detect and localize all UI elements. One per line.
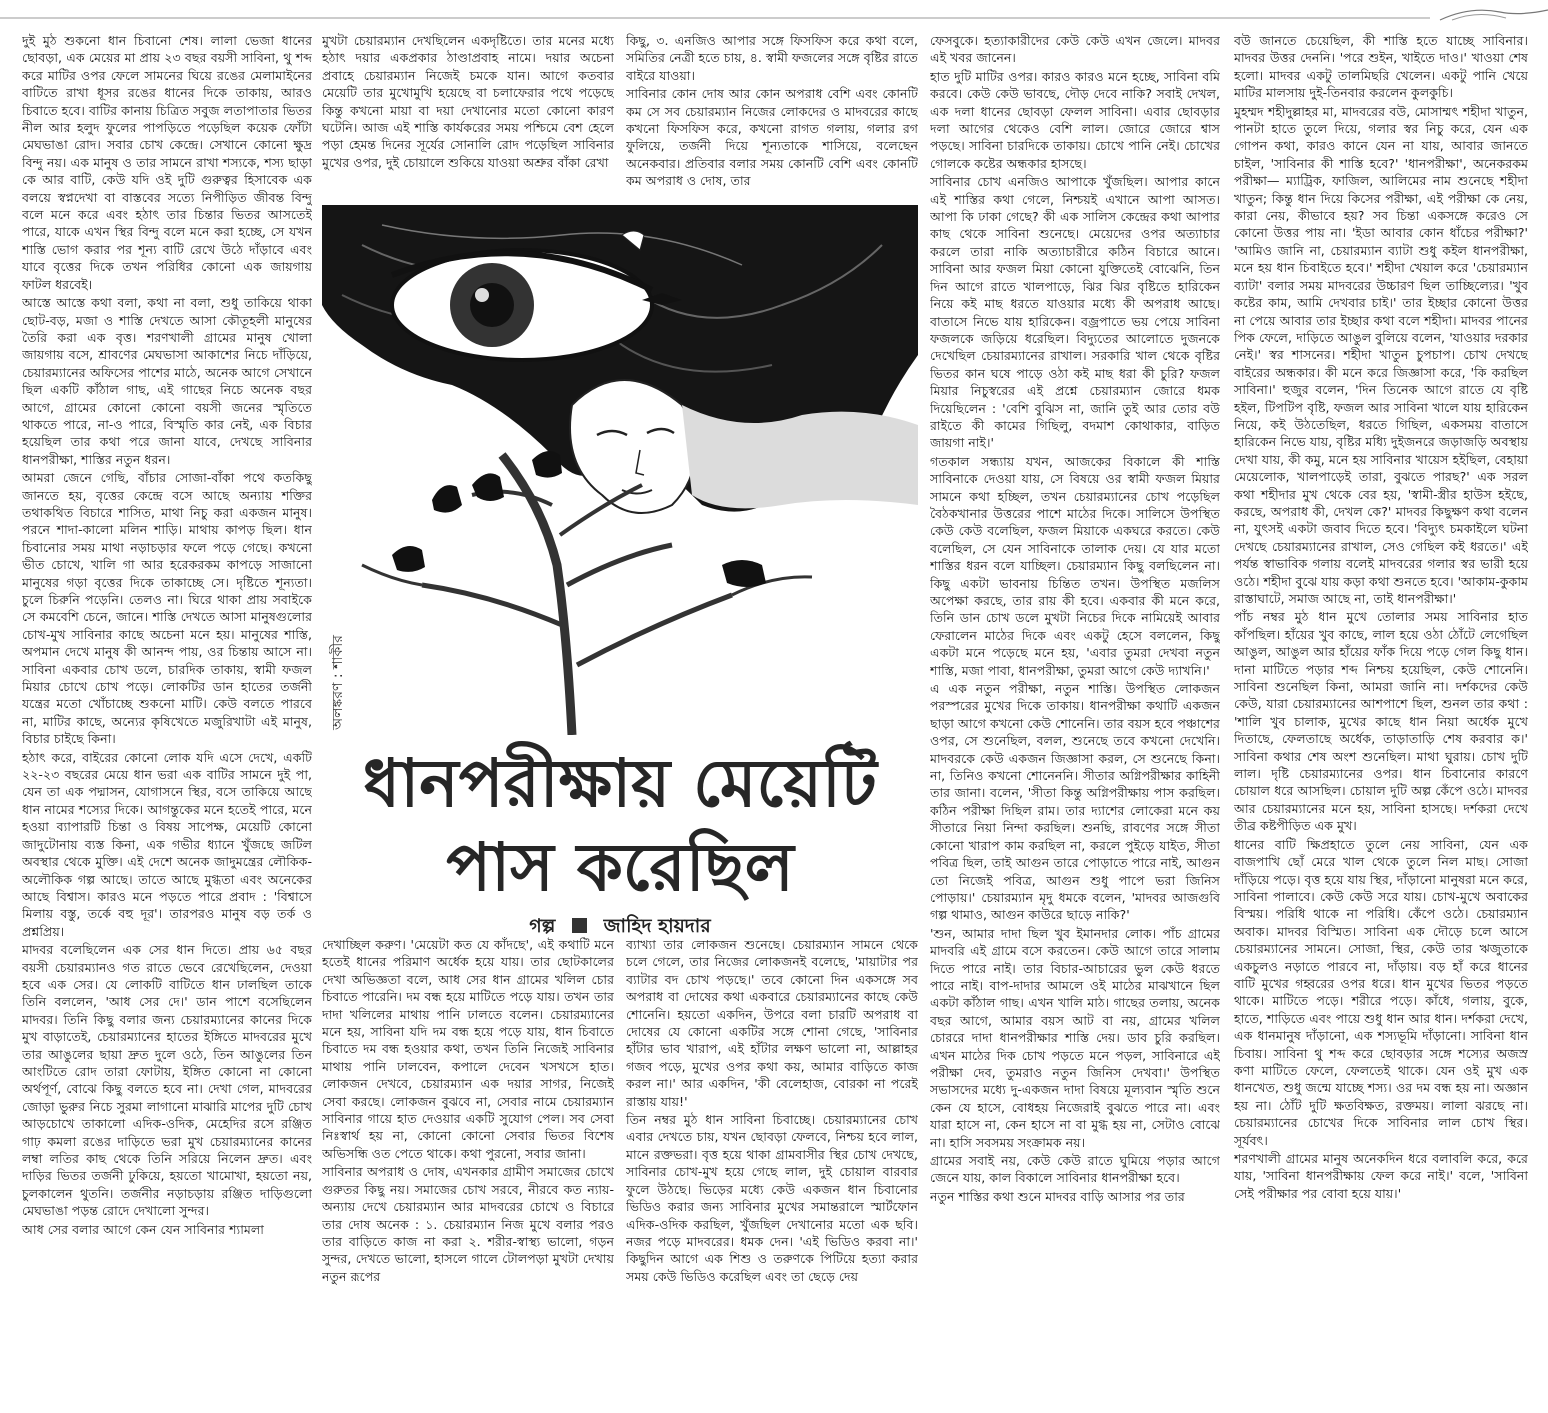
article-title-line-1: ধানপরীক্ষায় মেয়েটি xyxy=(363,745,877,822)
paragraph: হাত দুটি মাটির ওপর। কারও কারও মনে হচ্ছে, সাবিনা বমি করবে। কেউ কেউ ভাবছে, দৌড় দেবে নাকি? সবাই দেখল, এক দলা ধানের ছোবড়া ফেলল সাবিনা। এবার ছোবড়ার দলা আগের থেকেও বেশি লাল। জোরে জোরে শ্বাস পড়ছে। সাবিনা চারদিকে তাকায়। চোখে পানি নেই। চোখের গোলকে কষ্টের অন্ধকার হাসছে। xyxy=(930,68,1220,171)
paragraph: মুহম্মদ শহীদুল্লাহর মা, মাদবরের বউ, মোসাম্মৎ শহীদা খাতুন, পানটা হাতে তুলে দিয়ে, গলার স্বর নিচু করে, যেন এক গোপন কথা, কারও কানে যেন না যায়, আবার জানতে চাইল, 'সাবিনার কী শাস্তি হবে?' 'ধানপরীক্ষা', অনেকরকম পরীক্ষা— ম্যাট্রিক, ফাজিল, আলিমের নাম শুনেছে শহীদা খাতুন; কিন্তু ধান দিয়ে কিসের পরীক্ষা, এই পরীক্ষা কে নেয়, কারা নেয়, কীভাবে হয়? সব চিন্তা একসঙ্গে করেও সে কোনো উত্তর পায় না। 'ইডা আবার কোন ধাঁচের পরীক্ষা?' 'আমিও জানি না, চেয়ারম্যান ব্যাটা শুধু কইল ধানপরীক্ষা, মনে হয় ধান চিবাইতে হবে।' শহীদা খেয়াল করে 'চেয়ারম্যান ব্যাটা' বলার সময় মাদবরের উচ্চারণ ছিল তাচ্ছিল্যের। 'খুব কষ্টের কাম, আমি দেখবার চাই।' তার ইচ্ছার কোনো উত্তর না পেয়ে আবার তার ইচ্ছার কথা বলে শহীদা। মাদবর পানের পিক ফেলে, দাড়িতে আঙুল বুলিয়ে বলেন, 'যাওয়ার দরকার নেই।' স্বর শাসনের। শহীদা খাতুন চুপচাপ। চোখ দেখছে বাইরের অন্ধকার। কী মনে করে জিজ্ঞাসা করে, 'কি করছিল সাবিনা।' হুজুর বলেন, 'দিন তিনেক আগে রাতে যে বৃষ্টি হইল, টিপটিপ বৃষ্টি, ফজল আর সাবিনা খালে যায় হারিকেন নিয়ে, কই উঠতেছিল, ধরতে গিছিল, একসময় বাতাসে হারিকেন নিভে যায়, বৃষ্টির মধ্যি দুইজনরে জড়াজড়ি অবস্থায় দেখা যায়, কী কমু, মনে হয় সাবিনার খায়েস হইছিল, বেহায়া মেয়েলোক, খালপাড়েই তারা, বুঝতে পারছ?' এক সরল কথা শহীদার মুখ থেকে বের হয়, 'স্বামী-স্ত্রীর হাউস হইছে, করছে, অপরাধ কী, দেখল কে?' মাদবর কিছুক্ষণ কথা বলেন না, যুৎসই একটা জবাব দিতে হবে। 'বিদ্যুৎ চমকাইলে ঘটনা দেখছে চেয়ারম্যানের রাখাল, সেও গেছিল কই ধরতে।' এই পর্যন্ত স্বাভাবিক গলায় বলেই মাদবরের গলার স্বর ভারী হয়ে ওঠে। শহীদা বুঝে যায় কড়া কথা শুনতে হবে। 'আকাম-কুকাম রাস্তাঘাটে, সমাজ আছে না, তাই ধানপরীক্ষা।' xyxy=(1234,103,1528,606)
paragraph: 'শুন, আমার দাদা ছিল খুব ইমানদার লোক। পাঁচ গ্রামের মাদবরি এই গ্রামে বসে করতেন। কেউ আগে তারে সালাম দিতে পারে নাই। তার বিচার-আচারের ভুল কেউ ধরতে পারে নাই। বাপ-দাদার আমলে ওই মাঠের মাঝখানে ছিল একটা কাঁঠাল গাছ। এখন খালি মাঠ। গাছের তলায়, অনেক বছর আগে, আমার বয়স আট বা নয়, গ্রামের খলিল চোররে দাদা ধানপরীক্ষার শাস্তি দেয়। ডাব চুরি করছিল। এখন মাঠের দিক চোখ পড়তে মনে পড়ল, সাবিনারে এই পরীক্ষা দেব, তুমরাও নতুন জিনিস দেখবা।' উপস্থিত সভাসদের মধ্যে দু-একজন দাদা বিষয়ে মূল্যবান স্মৃতি শুনে কেন যে হাসে, বোধহয় নিজেরাই বুঝতে পারে না। এবং যারা হাসে না, কেন হাসে না বা মুগ্ধ হয় না, সেটাও বোঝে না। হাসি সবসময় সংক্রামক নয়। xyxy=(930,925,1220,1150)
header-ornament-rule xyxy=(0,2,1548,24)
body-column-3-top xyxy=(626,32,918,204)
paragraph: গতকাল সন্ধ্যায় যখন, আজকের বিকালে কী শাস্তি সাবিনাকে দেওয়া যায়, সে বিষয়ে ওর স্বামী ফজল মিয়ার সামনে কথা হচ্ছিল, তখন চেয়ারম্যানের চোখ পড়েছিল বৈঠকখানার উত্তরের পাশে মাঠের দিকে। সালিসে উপস্থিত কেউ কেউ বলেছিল, ফজল মিয়াকে একঘরে করতে। কেউ বলেছিল, সে যেন সাবিনাকে তালাক দেয়। যে যার মতো শাস্তির ধরন বলে যাচ্ছিল। চেয়ারম্যান কিছু বলছিলেন না। কিছু একটা ভাবনায় চিন্তিত তখন। উপস্থিত মজলিস অপেক্ষা করছে, তার রায় কী হবে। একবার কী মনে করে, তিনি ডান চোখ ডলে মুখটা নিচের দিকে নামিয়েই আবার ফেরালেন মাঠের দিকে এবং একটু হেসে বললেন, কিছু একটা মনে পড়েছে মনে হয়, 'এবার তুমরা দেখবা নতুন শাস্তি, মজা পাবা, ধানপরীক্ষা, তুমরা আগে কেউ দ্যাখনি।' xyxy=(930,453,1220,678)
body-column-4 xyxy=(930,32,1220,1394)
paragraph: ফেসবুকে। হত্যাকারীদের কেউ কেউ এখন জেলে। মাদবর এই খবর জানেন। xyxy=(930,33,1220,66)
paragraph: মাদবর বলেছিলেন এক সের ধান দিতে। প্রায় ৬৫ বছর বয়সী চেয়ারম্যানও গত রাতে ভেবে রেখেছিলেন, দেওয়া হবে এক সের। যে লোকটি বাটিতে ধান ঢালছিল তাকে তিনি বললেন, 'আধ সের দে।' ডান পাশে বসেছিলেন মাদবর। তিনি কিছু বলার জন্য চেয়ারম্যানের কানের দিকে মুখ বাড়াতেই, চেয়ারম্যানের হাতের ইঙ্গিতে মাদবরের মুখে তার আঙুলের ছায়া দ্রুত দুলে ওঠে, তিন আঙুলের তিন আংটিতে রোদ তারা ফোটায়, ইঙ্গিত কোনো না কোনো অর্থপূর্ণ, বোঝে কিছু বলতে হবে না। দেখা গেল, মাদবরের জোড়া ভুরুর নিচে সুরমা লাগানো মাঝারি মাপের দুটি চোখ আড়চোখে তাকালো এদিক-ওদিক, মেহেদির রসে রঞ্জিত গাঢ় কমলা রঙের দাড়িতে ভরা মুখ চেয়ারম্যানের কানের লম্বা লতির কাছ থেকে তিনি সরিয়ে নিলেন দ্রুত। এবং দাড়ির ভিতর তর্জনী ঢুকিয়ে, হয়তো খামোখা, হয়তো নয়, চুলকালেন থুতনি। তর্জনীর নড়াচড়ায় রঞ্জিত দাড়িগুলো মেঘভাঙা পড়ন্ত রোদে দেখালো সুন্দর। xyxy=(22,942,312,1219)
illustration-credit: অলঙ্করণ : শাকীর xyxy=(330,635,346,730)
paragraph: দেখাচ্ছিল করুণ। 'মেয়েটা কত যে কাঁদছে', এই কথাটি মনে হতেই ধানের পরিমাণ অর্ধেক হয়ে যায়। তার ছোটকালের দেখা অভিজ্ঞতা বলে, আধ সের ধান গ্রামের খলিল চোর চিবাতে পারেনি। দম বন্ধ হয়ে মাটিতে পড়ে যায়। তখন তার দাদা খলিলের মাথায় পানি ঢালতে বলেন। চেয়ারম্যানের মনে হয়, সাবিনা যদি দম বন্ধ হয়ে পড়ে যায়, ধান চিবাতে চিবাতে দম বন্ধ হওয়ার কথা, তখন তিনি নিজেই সাবিনার মাথায় পানি ঢালবেন, কপালে দেবেন খসখসে হাত। লোকজন দেখবে, চেয়ারম্যান এক দয়ার সাগর, নিজেই সেবা করছে। লোকজন বুঝবে না, সেবার নামে চেয়ারম্যান সাবিনার গায়ে হাত দেওয়ার একটি সুযোগ পেল। সব সেবা নিঃস্বার্থ হয় না, কোনো কোনো সেবার ভিতর বিশেষ অভিসন্ধি ওত পেতে থাকে। কথা পুরনো, সবার জানা। xyxy=(322,937,614,1161)
paragraph: আমরা জেনে গেছি, বাঁচার সোজা-বাঁকা পথে কতকিছু জানতে হয়, বৃত্তের কেন্দ্রে বসে আছে অন্যায় শক্তির তথাকথিত বিচারে শাসিত, মাথা নিচু করা একজন মানুষ। পরনে শাদা-কালো মলিন শাড়ি। মাথায় কাপড় ছিল। ধান চিবানোর সময় মাথা নড়াচড়ার ফলে পড়ে গেছে। কখনো ভীত চোখে, খালি গা আর হরেকরকম কাপড়ে সাজানো মানুষের গড়া বৃত্তের দিকে তাকাচ্ছে সে। দৃষ্টিতে শূন্যতা। চুলে চিরুনি পড়েনি। তেলও না। ঘিরে থাকা প্রায় সবাইকে সে কমবেশি চেনে, জানে। শাস্তি দেখতে আসা মানুষগুলোর চোখ-মুখ সাবিনার কাছে অচেনা মনে হয়। মানুষের শাস্তি, অপমান দেখে মানুষ কী আনন্দ পায়, ওর চিন্তায় আসে না। সাবিনা একবার চোখ ডলে, চারদিক তাকায়, স্বামী ফজল মিয়ার চোখে চোখ পড়ে। লোকটির ডান হাতের তর্জনী যন্ত্রের মতো খোঁচাচ্ছে শুকনো মাটি। কেউ বলতে পারবে না, মাটির কাছে, অন্যের কৃষিখেতে মজুরিখাটা এই মানুষ, বিচার চাইছে কিনা। xyxy=(22,470,312,747)
paragraph: দুই মুঠ শুকনো ধান চিবানো শেষ। লালা ভেজা ধানের ছোবড়া, এক মেয়ের মা প্রায় ২৩ বছর বয়সী সাবিনা, থু শব্দ করে মাটির ওপর ফেলে সামনের ঘিয়ে রঙের মেলামাইনের বাটিতে রাখা ধূসর রঙের ধানের দিকে তাকায়, আরও চিবাতে হবে। বাটির কানায় চিত্রিত সবুজ লতাপাতার ভিতর নীল আর হলুদ ফুলের পাপড়িতে পড়েছিল কয়েক ফোঁটা মেঘভাঙা রোদ। সবার চোখ কেন্দ্রে। সেখানে কোনো ক্ষুদ্র বিন্দু নয়। এক মানুষ ও তার সামনে রাখা শস্যকে, শস্য ছাড়া কে আর বাটি, কেউ যদি ওই দুটি গুরুত্বর হিসাবেক এক বলয়ে স্বপ্নদেখা বা বাস্তবের সত্যে নিপীড়িত জীবন্ত বিন্দু বলে মনে করে এবং হঠাৎ তার চিন্তার ভিতর আসতেই পারে, যাকে এখন স্থির বিন্দু বলে মনে করা হচ্ছে, সে যখন শাস্তি ভোগ করার পর শূন্য বাটি রেখে উঠে দাঁড়াবে এবং যাবে বৃত্তের দিকে তখন পরিধির কোনো এক জায়গায় ফাটল ধরবেই। xyxy=(22,33,312,292)
paragraph: সাবিনার কোন দোষ আর কোন অপরাধ বেশি এবং কোনটি কম সে সব চেয়ারম্যান নিজের লোকদের ও মাদবরের কাছে কখনো ফিসফিস করে, কখনো রাগত গলায়, গলার রগ ফুলিয়ে, তর্জনী দিয়ে শূন্যতাকে শাসিয়ে, বলেছেন অনেকবার। প্রতিবার বলার সময় কোনটি বেশি এবং কোনটি কম অপরাধ ও দোষ, তার xyxy=(626,86,918,189)
paragraph: সাবিনার অপরাধ ও দোষ, এখনকার গ্রামীণ সমাজের চোখে গুরুতর কিছু নয়। সমাজের চোখ সরবে, নীরবে কত ন্যায়-অন্যায় দেখে চেয়ারম্যান আর মাদবরের চোখে ও বিচারে তার দোষ অনেক : ১. চেয়ারম্যান নিজ মুখে বলার পরও তার বাড়িতে কাজ না করা ২. শরীর-স্বাস্থ্য ভালো, গড়ন সুন্দর, দেখতে ভালো, হাসলে গালে টোলপড়া মুখটা দেখায় নতুন রূপের xyxy=(322,1164,614,1284)
body-column-2-top xyxy=(322,32,614,204)
paragraph: মুখটা চেয়ারম্যান দেখছিলেন একদৃষ্টিতে। তার মনের মধ্যে হঠাৎ দয়ার একপ্রকার ঠাণ্ডাপ্রবাহ নামে। দয়ার অচেনা প্রবাহে চেয়ারম্যান নিজেই চমকে যান। আগে কতবার মেয়েটি তার মুখোমুখি হয়েছে বা চলাফেরার পথে পড়েছে কিন্তু কখনো মায়া বা দয়া দেখানোর মতো কোনো কারণ ঘটেনি। আজ এই শাস্তি কার্যকরের সময় পশ্চিমে বেশ হেলে পড়া হেমন্ত দিনের সূর্যের সোনালি রোদ পড়েছিল সাবিনার মুখের ওপর, দুই চোয়ালে শুকিয়ে যাওয়া অশ্রুর বাঁকা রেখা xyxy=(322,33,614,170)
genre-label: গল্প xyxy=(529,915,556,937)
paragraph: তিন নম্বর মুঠ ধান সাবিনা চিবাচ্ছে। চেয়ারম্যানের চোখ এবার দেখতে চায়, যখন ছোবড়া ফেলবে, নিশ্চয় হবে লাল, মানে রক্তভরা। বৃত্ত হয়ে থাকা গ্রামবাসীর স্থির চোখ দেখছে, সাবিনার চোখ-মুখ হয়ে গেছে লাল, দুই চোয়াল বারবার ফুলে উঠছে। ভিড়ের মধ্যে কেউ একজন ধান চিবানোর ভিডিও করার জন্য সাবিনার মুখের সমান্তরালে স্মার্টফোন এদিক-ওদিক করছিল, খুঁজছিল দেখানোর মতো এক ছবি। নজর পড়ে মাদবরের। ধমক দেন। 'এই ভিডিও করবা না।' কিছুদিন আগে এক শিশু ও তরুণকে পিটিয়ে হত্যা করার সময় কেউ ভিডিও করেছিল এবং তা ছেড়ে দেয় xyxy=(626,1112,918,1284)
paragraph: আস্তে আস্তে কথা বলা, কথা না বলা, শুধু তাকিয়ে থাকা ছোট-বড়, মজা ও শাস্তি দেখতে আসা কৌতূহলী মানুষের তৈরি করা এক বৃত্ত। শরণখালী গ্রামের মানুষ খোলা জায়গায় বসে, শ্রাবণের মেঘভাসা আকাশের নিচে দাঁড়িয়ে, চেয়ারম্যানের অফিসের পাশের মাঠে, অনেক আগে সেখানে ছিল একটি কাঁঠাল গাছ, এই গাছের নিচে অনেক বছর আগে, গ্রামের কোনো কোনো বয়সী জনের স্মৃতিতে থাকতে পারে, না-ও পারে, বিস্মৃতি কার নেই, এক বিচার হয়েছিল তার কথা পরে জানা যাবে, দেখছে সাবিনার ধানপরীক্ষা, শাস্তির নতুন ধরন। xyxy=(22,295,312,467)
paragraph: হঠাৎ করে, বাইরের কোনো লোক যদি এসে দেখে, একটি ২২-২৩ বছরের মেয়ে ধান ভরা এক বাটির সামনে দুই পা, যেন তা এক পদ্মাসন, যোগাসনে স্থির, বসে তাকিয়ে আছে ধান নামের শস্যের দিকে। আগন্তুকের মনে হতেই পারে, মনে হওয়া ব্যাপারটি চিন্তা ও বিষয় সাপেক্ষ, মেয়েটি কোনো জাদুটোনায় ব্যস্ত কিনা, এক গভীর ধ্যানে খুঁজছে জটিল অবস্থার থেকে মুক্তি। এই দেশে অনেক জাদুমন্ত্রের লৌকিক-অলৌকিক গল্প আছে। তাতে আছে মুগ্ধতা এবং অনেকের আছে বিশ্বাস। কারও মনে পড়তে পারে প্রবাদ : 'বিশ্বাসে মিলায় বস্তু, তর্কে বহু দূর'। তারপরও মানুষ বড় তর্ক ও প্রশ্নপ্রিয়। xyxy=(22,749,312,939)
paragraph: নতুন শাস্তির কথা শুনে মাদবর বাড়ি আসার পর তার xyxy=(930,1188,1185,1204)
paragraph: গ্রামের সবাই নয়, কেউ কেউ রাতে ঘুমিয়ে পড়ার আগে জেনে যায়, কাল বিকালে সাবিনার ধানপরীক্ষা হবে। xyxy=(930,1153,1220,1186)
author-name: জাহিদ হায়দার xyxy=(603,915,711,937)
article-title-line-2: পাস করেছিল xyxy=(446,829,794,906)
body-column-3-bottom xyxy=(626,936,918,1394)
paragraph: বউ জানতে চেয়েছিল, কী শাস্তি হতে যাচ্ছে সাবিনার। মাদবর উত্তর দেননি। 'পরে শুইন, খাইতে দাও।' খাওয়া শেষ হলো। মাদবর একটু তালমিছরি খেলেন। একটু পানি খেয়ে মাটির মালসায় দুই-তিনবার করলেন কুলকুচি। xyxy=(1234,33,1528,101)
paragraph: সাবিনার চোখ এনজিও আপাকে খুঁজছিল। আপার কানে এই শাস্তির কথা গেলে, নিশ্চয়ই এখানে আপা আসত। আপা কি ঢাকা গেছে? কী এক সালিস কেন্দ্রের কথা আপার কাছ থেকে সাবিনা শুনেছে। মেয়েদের ওপর অত্যাচার করলে তারা নাকি অত্যাচারীরে কঠিন বিচারে আনে। সাবিনা আর ফজল মিয়া কোনো যুক্তিতেই বোঝেনি, তিন দিন আগে রাতে খালপাড়ে, ঝির ঝির বৃষ্টিতে হারিকেন নিয়ে কই মাছ ধরতে যাওয়ার মধ্যে কী অপরাধ আছে। বাতাসে নিভে যায় হারিকেন। বজ্রপাতে ভয় পেয়ে সাবিনা ফজলকে জড়িয়ে ধরেছিল। বিদ্যুতের আলোতে দুজনকে দেখেছিল চেয়ারম্যানের রাখাল। সরকারি খাল থেকে বৃষ্টির ভিতর কান ঘষে পাড়ে ওঠা কই মাছ ধরা কী চুরি? ফজল মিয়ার নিচুস্বরের এই প্রশ্নে চেয়ারম্যান জোরে ধমক দিয়েছিলেন : 'বেশি বুঝিস না, জানি তুই আর তোর বউ রাইতে কী কামের গিছিলু, বদমাশ কোথাকার, বাড়িত জায়গা নাই।' xyxy=(930,174,1220,451)
illustration-woman-tree-crows xyxy=(322,205,918,735)
body-column-5 xyxy=(1234,32,1528,1394)
paragraph: আধ সের বলার আগে কেন যেন সাবিনার শ্যামলা xyxy=(22,1221,264,1237)
paragraph: ধানের বাটি ক্ষিপ্রহাতে তুলে নেয় সাবিনা, যেন এক বাজপাখি ছোঁ মেরে খাল থেকে তুলে নিল মাছ। সোজা দাঁড়িয়ে পড়ে। বৃত্ত হয়ে যায় স্থির, দাঁড়ানো মানুষরা মনে করে, সাবিনা পালাবে। কেউ কেউ সরে যায়। চোখ-মুখে অবাকের বিস্ময়। পরিধি থাকে না পরিধি। কেঁপে ওঠে। চেয়ারম্যান অবাক। মাদবর বিস্মিত। সাবিনা এক দৌড়ে চলে আসে চেয়ারম্যানের সামনে। সোজা, স্থির, কেউ তার ঋজুতাকে একচুলও নড়াতে পারবে না, দাঁড়ায়। বড় হাঁ করে ধানের বাটি মুখের গহ্বরের ওপর ধরে। ধান মুখের ভিতর পড়তে থাকে। মাটিতে পড়ে। শরীরে পড়ে। কাঁধে, গলায়, বুকে, হাতে, শাড়িতে এবং পায়ে শুধু ধান আর ধান। দর্শকরা দেখে, এক ধানমানুষ দাঁড়ানো, এক শস্যভূমি দাঁড়ানো। সাবিনা ধান চিবায়। সাবিনা থু শব্দ করে ছোবড়ার সঙ্গে শস্যের অজস্র কণা মাটিতে ফেলে, ফেলতেই থাকে। যেন ওই মুখ এক ধানখেত, শুধু জন্মে যাচ্ছে শস্য। ওর দম বন্ধ হয় না। অজ্ঞান হয় না। ঠোঁট দুটি ক্ষতবিক্ষত, রক্তময়। লালা ঝরছে না। চেয়ারম্যানের চোখের দিকে সাবিনার লাল চোখ স্থির। সূর্যবৎ। xyxy=(1234,836,1528,1148)
paragraph: এ এক নতুন পরীক্ষা, নতুন শাস্তি। উপস্থিত লোকজন পরস্পরের মুখের দিকে তাকায়। ধানপরীক্ষা কথাটি একজন ছাড়া আগে কখনো কেউ শোনেনি। তার বয়স হবে পঞ্চাশের ওপর, সে শুনেছিল, বলল, শুনেছে তবে কখনো দেখেনি। মাদবরকে কেউ একজন জিজ্ঞাসা করল, সে শুনেছে কিনা। না, তিনিও কখনো শোনেননি। সীতার অগ্নিপরীক্ষার কাহিনী তার জানা। বলেন, 'সীতা কিন্তু অগ্নিপরীক্ষায় পাস করছিল। কঠিন পরীক্ষা দিছিল রাম। তার দ্যাশের লোকেরা মনে কয় সীতারে নিয়া নিন্দা করছিল। শুনছি, রাবণের সঙ্গে সীতা কোনো খারাপ কাম করছিল না, করলে পুইড়ে যাইত, সীতা পবিত্র ছিল, তাই আগুন তারে পোড়াতে পারে নাই, আগুন তো নিজেই পবিত্র, আগুন শুধু পাপে ভরা জিনিস পোড়ায়।' চেয়ারম্যান মৃদু ধমকে বলেন, 'মাদবর আজগুবি গল্প থামাও, আগুন কাউরে ছাড়ে নাকি?' xyxy=(930,681,1220,923)
paragraph: ব্যাখ্যা তার লোকজন শুনেছে। চেয়ারম্যান সামনে থেকে চলে গেলে, তার নিজের লোকজনই বলেছে, 'মায়াটার পর ব্যাটার বদ চোখ পড়ছে।' তবে কোনো দিন একসঙ্গে সব অপরাধ বা দোষের কথা একবারে চেয়ারম্যানের কাছে কেউ শোনেনি। হয়তো একদিন, উপরে বলা চারটি অপরাধ বা দোষের যে কোনো একটির সঙ্গে শোনা গেছে, 'সাবিনার হাঁটার ভাব খারাপ, এই হাঁটার লক্ষণ ভালো না, আল্লাহর গজব পড়ে, মুখের ওপর কথা কয়, আমার বাড়িতে কাজ করল না।' আর একদিন, 'কী বেলেহাজ, বোরকা না পরেই রাস্তায় যায়!' xyxy=(626,937,918,1109)
paragraph: পাঁচ নম্বর মুঠ ধান মুখে তোলার সময় সাবিনার হাত কাঁপছিল। হাঁয়ের খুব কাছে, লাল হয়ে ওঠা ঠোঁটে লেগেছিল আঙুল, আঙুল আর হাঁয়ের ফাঁক দিয়ে পড়ে গেল কিছু ধান। দানা মাটিতে পড়ার শব্দ নিশ্চয় হয়েছিল, কেউ শোনেনি। সাবিনা শুনেছিল কিনা, আমরা জানি না। দর্শকদের কেউ কেউ, যারা চেয়ারম্যানের আশপাশে ছিল, শুনল তার কথা : 'শালি খুব চালাক, মুখের কাছে ধান নিয়া অর্ধেক মুখে দিতাছে, ফেলতাছে অর্ধেক, তাড়াতাড়ি শেষ করবার ক।' সাবিনা কথার শেষ অংশ শুনেছিল। মাথা ঘুরায়। চোখ দুটি লাল। দৃষ্টি চেয়ারম্যানের ওপর। ধান চিবানোর কারণে চোয়াল ধরে আসছিল। চোয়াল দুটি অল্প কেঁপে ওঠে। মাদবর আর চেয়ারম্যানের মনে হয়, সাবিনা হাসছে। দর্শকরা দেখে তীব্র কষ্টপীড়িত এক মুখ। xyxy=(1234,609,1528,834)
body-column-2-bottom xyxy=(322,936,614,1394)
body-column-1 xyxy=(22,32,312,1394)
article-title xyxy=(322,742,918,910)
paragraph: কিছু, ৩. এনজিও আপার সঙ্গে ফিসফিস করে কথা বলে, সমিতির নেত্রী হতে চায়, ৪. স্বামী ফজলের সঙ্গে বৃষ্টির রাতে বাইরে যাওয়া। xyxy=(626,33,918,83)
paragraph: শরণখালী গ্রামের মানুষ অনেকদিন ধরে বলাবলি করে, করে যায়, 'সাবিনা ধানপরীক্ষায় ফেল করে নাই।' বলে, 'সাবিনা সেই পরীক্ষার পর বোবা হয়ে যায়।' xyxy=(1234,1151,1528,1201)
square-bullet-icon xyxy=(572,918,587,933)
